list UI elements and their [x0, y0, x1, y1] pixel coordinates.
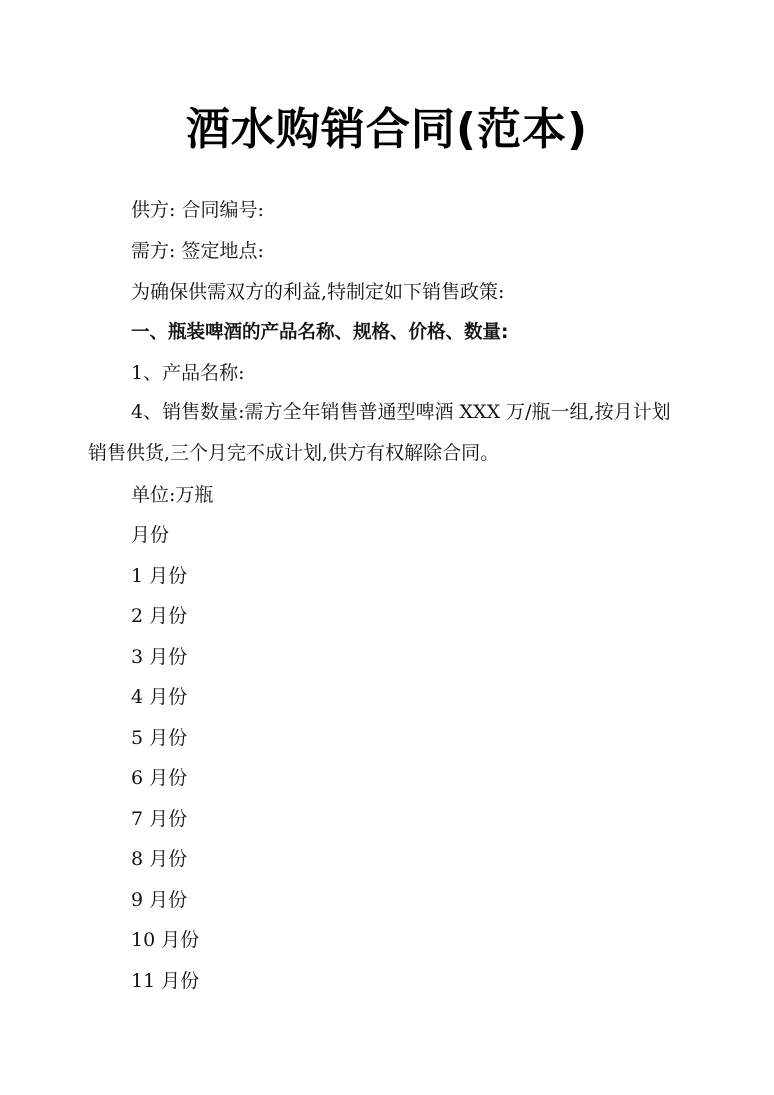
policy-intro-line: 为确保供需双方的利益,特制定如下销售政策:: [131, 281, 505, 303]
month-row: 7 月份: [131, 808, 188, 830]
unit-line: 单位:万瓶: [131, 484, 214, 506]
month-row: 9 月份: [131, 889, 188, 911]
month-row: 11 月份: [131, 970, 200, 992]
month-row: 4 月份: [131, 686, 188, 708]
supplier-contract-number-line: 供方: 合同编号:: [131, 199, 264, 221]
month-row: 1 月份: [131, 565, 188, 587]
item-sales-quantity: 4、销售数量:需方全年销售普通型啤酒 XXX 万/瓶一组,按月计划销售供货,三个月完不成计划,供方有权解除合同。: [88, 401, 671, 464]
month-row: 6 月份: [131, 767, 188, 789]
document-title: 酒水购销合同(范本): [185, 104, 589, 155]
buyer-signing-place-line: 需方: 签定地点:: [131, 240, 264, 262]
month-header: 月份: [131, 524, 170, 546]
month-row: 8 月份: [131, 848, 188, 870]
item-product-name: 1、产品名称:: [131, 362, 245, 384]
section-heading: 一、瓶装啤酒的产品名称、规格、价格、数量:: [131, 322, 509, 343]
month-row: 3 月份: [131, 646, 188, 668]
month-row: 2 月份: [131, 605, 188, 627]
month-row: 10 月份: [131, 929, 200, 951]
month-row: 5 月份: [131, 727, 188, 749]
